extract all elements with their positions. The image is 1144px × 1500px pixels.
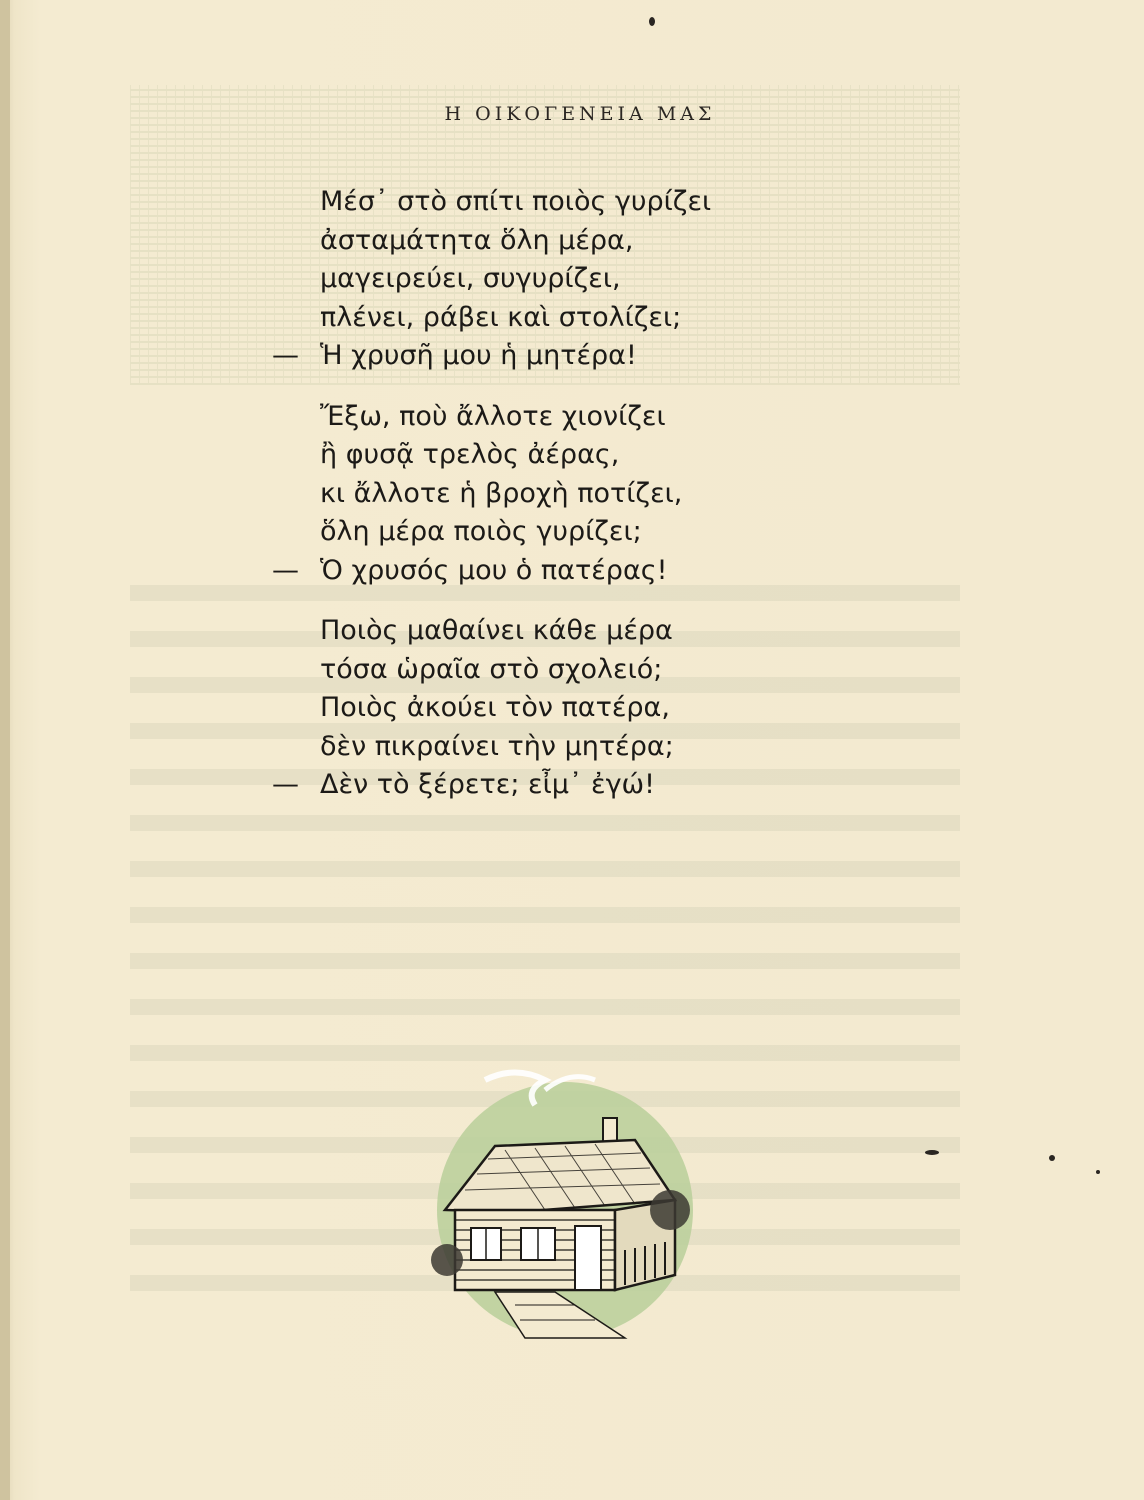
line-dash	[272, 260, 320, 299]
line-dash	[272, 475, 320, 514]
poem-line	[272, 728, 832, 767]
line-dash	[272, 222, 320, 261]
stanza-3	[272, 612, 832, 805]
line-text: Δὲν τὸ ξέρετε; εἶμ᾽ ἐγώ!	[320, 769, 655, 800]
line-text: ἀσταμάτητα ὅλη μέρα,	[320, 224, 634, 256]
running-title: Η ΟΙΚΟΓΕΝΕΙΑ ΜΑΣ	[444, 103, 716, 125]
cottage-vignette-icon	[425, 1060, 705, 1340]
poem-line	[272, 766, 832, 805]
line-text: Ἡ χρυσῆ μου ἡ μητέρα!	[320, 340, 637, 371]
ink-speck	[1096, 1170, 1100, 1174]
line-dash	[272, 183, 320, 222]
line-text: Μέσ᾽ στὸ σπίτι ποιὸς γυρίζει	[320, 186, 712, 217]
line-text: τόσα ὡραῖα στὸ σχολειό;	[320, 653, 663, 685]
line-text: μαγειρεύει, συγυρίζει,	[320, 263, 621, 294]
line-text: Ἔξω, ποὺ ἄλλοτε χιονίζει	[320, 400, 666, 432]
line-dash	[272, 612, 320, 651]
poem	[272, 183, 832, 827]
ink-speck	[925, 1150, 939, 1155]
poem-line	[272, 689, 832, 728]
poem-line	[272, 299, 832, 338]
ink-speck	[649, 17, 655, 26]
line-dash	[272, 299, 320, 338]
poem-line	[272, 260, 832, 299]
poem-line	[272, 475, 832, 514]
poem-line	[272, 398, 832, 437]
line-dash: —	[272, 769, 299, 800]
line-text: ὅλη μέρα ποιὸς γυρίζει;	[320, 516, 642, 547]
page-spine	[0, 0, 10, 1500]
line-text: Ποιὸς μαθαίνει κάθε μέρα	[320, 615, 673, 646]
line-text: πλένει, ράβει καὶ στολίζει;	[320, 301, 682, 333]
line-dash	[272, 728, 320, 767]
stanza-1	[272, 183, 832, 376]
line-dash	[272, 513, 320, 552]
poem-line	[272, 222, 832, 261]
poem-line	[272, 651, 832, 690]
line-dash	[272, 398, 320, 437]
poem-line	[272, 436, 832, 475]
poem-line	[272, 337, 832, 376]
line-dash: —	[272, 554, 299, 586]
line-dash	[272, 689, 320, 728]
stanza-2	[272, 398, 832, 591]
line-text: Ποιὸς ἀκούει τὸν πατέρα,	[320, 692, 670, 723]
poem-line	[272, 612, 832, 651]
ink-speck	[1049, 1155, 1055, 1161]
line-dash	[272, 436, 320, 475]
poem-line	[272, 552, 832, 591]
line-text: Ὁ χρυσός μου ὁ πατέρας!	[320, 554, 668, 586]
line-dash	[272, 651, 320, 690]
poem-line	[272, 183, 832, 222]
line-text: δὲν πικραίνει τὴν μητέρα;	[320, 730, 674, 762]
line-text: ἢ φυσᾷ τρελὸς ἀέρας,	[320, 439, 620, 470]
line-text: κι ἄλλοτε ἡ βροχὴ ποτίζει,	[320, 477, 683, 509]
poem-line	[272, 513, 832, 552]
line-dash: —	[272, 340, 299, 371]
